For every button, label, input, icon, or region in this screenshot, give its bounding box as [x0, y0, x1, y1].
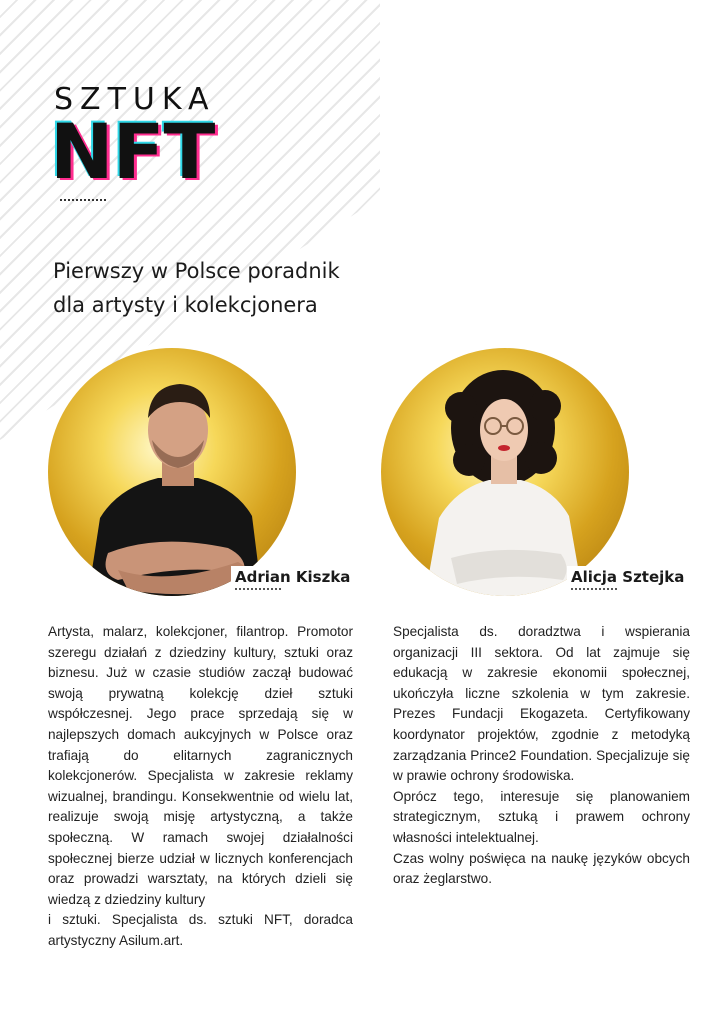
author-portrait-alicja	[381, 348, 629, 596]
author-bio-adrian	[48, 622, 353, 952]
headline-line-1: Pierwszy w Polsce poradnik	[53, 259, 340, 283]
bio-paragraph: Artysta, malarz, kolekcjoner, filantrop. Promotor szeregu działań z dziedziny kultury, sztuki oraz biznesu. Już w czasie studiów zaczął budować swoją prywatną kolekcję dzieł sztuki współczesnej. Jego prace sprzedają się w najlepszych domach aukcyjnych w Polsce oraz trafiają do elitarnych zagranicznych kolekcjonerów. Specjalista w zakresie reklamy wizualnej, brandingu. Konsekwentnie od wielu lat, realizuje swoją misję artystyczną, a także społeczną. W ramach swojej działalności społecznej bierze udział w licznych konferencjach oraz prowadzi warsztaty, na których dzieli się wiedzą z dziedziny kultury	[48, 624, 353, 907]
author-name-divider	[235, 588, 281, 590]
bio-paragraph: Specjalista ds. doradztwa i wspierania organizacji III sektora. Od lat zajmuje się edukacją w zakresie ekonomii społecznej, ukończyła liczne szkolenia w tym zakresie. Prezes Fundacji Ekogazeta. Certyfikowany koordynator projektów, zgodnie z metodyką zarządzania Prince2 Foundation. Specjalizuje się w prawie ochrony środowiska.	[393, 624, 690, 784]
headline-line-2: dla artysty i kolekcjonera	[53, 293, 318, 317]
author-name-alicja: Alicja Sztejka	[567, 566, 688, 588]
headline	[53, 254, 473, 322]
man-portrait-icon	[48, 348, 296, 596]
brand-divider	[60, 199, 106, 201]
bio-paragraph: Czas wolny poświęca na naukę języków obcych oraz żeglarstwo.	[393, 850, 690, 887]
brand-logo-nft: NFT	[50, 107, 215, 196]
woman-portrait-icon	[381, 348, 629, 596]
author-name-divider	[571, 588, 617, 590]
author-portrait-adrian	[48, 348, 296, 596]
bio-paragraph: i sztuki. Specjalista ds. sztuki NFT, doradca artystyczny Asilum.art.	[48, 912, 353, 948]
bio-paragraph: Oprócz tego, interesuje się planowaniem strategicznym, sztuką i prawem ochrony własności intelektualnej.	[393, 788, 690, 845]
brand-subtitle: SZTUKA	[54, 82, 216, 117]
author-bio-alicja	[393, 622, 690, 890]
author-name-adrian: Adrian Kiszka	[231, 566, 354, 588]
